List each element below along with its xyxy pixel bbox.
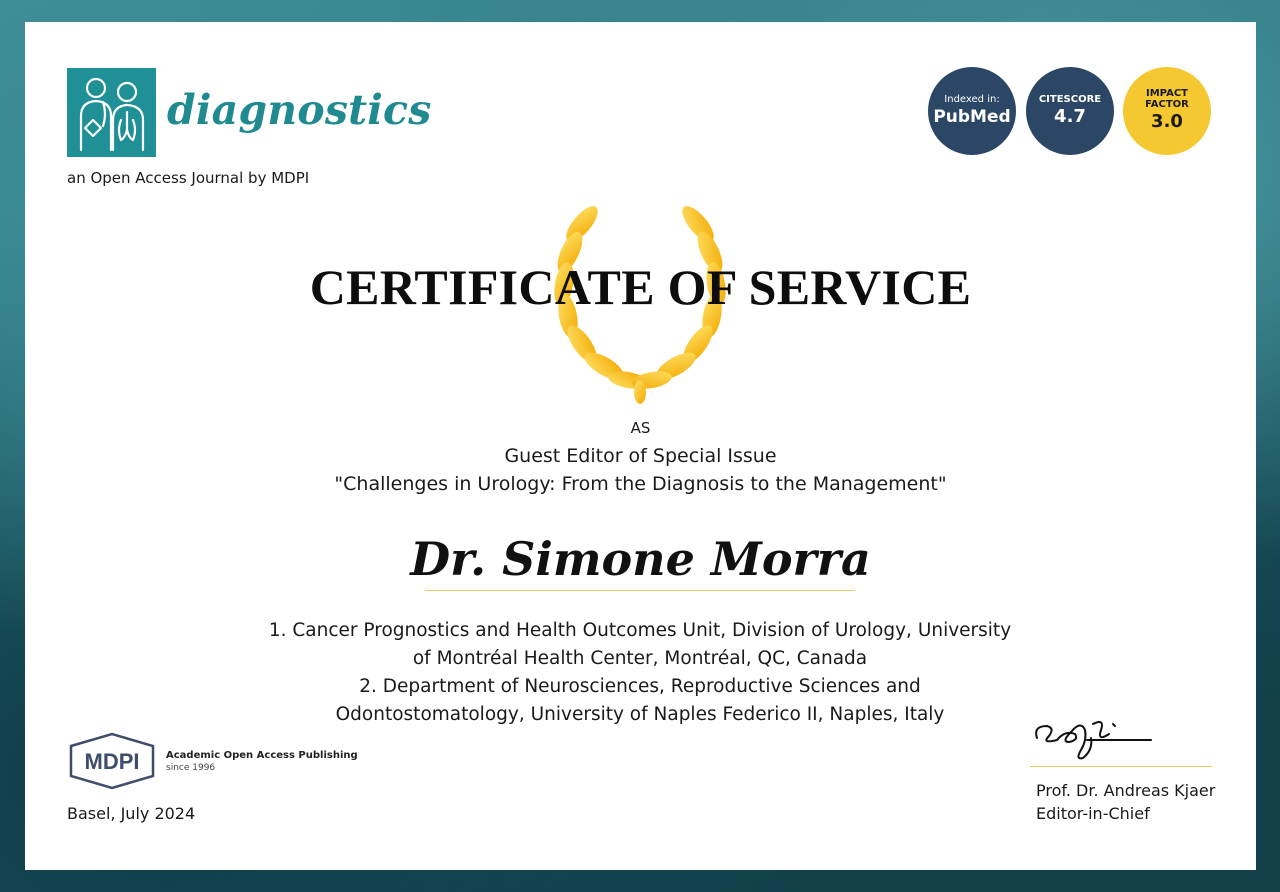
- signer-name: Prof. Dr. Andreas Kjaer: [1036, 781, 1216, 800]
- signature-underline: [1030, 766, 1212, 767]
- affiliations: [255, 617, 1025, 729]
- mdpi-since: since 1996: [166, 763, 216, 773]
- mdpi-logo-text: MDPI: [84, 749, 140, 774]
- role-text: Guest Editor of Special Issue: [504, 445, 777, 467]
- place-date: Basel, July 2024: [67, 804, 196, 823]
- citescore-value: 4.7: [1054, 105, 1086, 127]
- pubmed-badge-text: PubMed: [933, 107, 1011, 127]
- mdpi-hexagon-icon: [67, 732, 157, 790]
- impact-factor-value: 3.0: [1151, 111, 1183, 132]
- certificate-card: [25, 22, 1256, 870]
- affiliation-line: 2. Department of Neurosciences, Reproductive Sciences and: [359, 676, 921, 697]
- signer-block: [1036, 779, 1215, 825]
- impact-factor-badge: [1123, 67, 1211, 155]
- name-underline: [425, 590, 855, 591]
- affiliation-line: of Montréal Health Center, Montréal, QC, Canada: [412, 648, 868, 669]
- pubmed-badge: [928, 67, 1016, 155]
- affiliation-line: Odontostomatology, University of Naples Federico II, Naples, Italy: [335, 704, 945, 725]
- affiliation-line: 1. Cancer Prognostics and Health Outcomes Unit, Division of Urology, University: [268, 620, 1012, 641]
- signer-title: Editor-in-Chief: [1036, 804, 1150, 823]
- pubmed-badge-label: Indexed in:: [944, 94, 1000, 105]
- mdpi-tagline: Academic Open Access Publishing: [166, 750, 358, 761]
- citescore-label: CITESCORE: [1038, 93, 1102, 105]
- journal-tagline: an Open Access Journal by MDPI: [67, 169, 310, 187]
- signature-icon: [1031, 704, 1171, 764]
- citescore-badge: [1026, 67, 1114, 155]
- as-label: AS: [630, 419, 651, 437]
- recipient-name: Dr. Simone Morra: [410, 532, 871, 586]
- impact-factor-label-1: IMPACT: [1146, 88, 1188, 99]
- journal-logo-icon: [67, 68, 156, 157]
- special-issue-title: "Challenges in Urology: From the Diagnosis to the Management": [334, 473, 947, 495]
- journal-name: diagnostics: [167, 86, 432, 134]
- certificate-title: CERTIFICATE OF SERVICE: [309, 259, 972, 315]
- impact-factor-label-2: FACTOR: [1145, 99, 1189, 110]
